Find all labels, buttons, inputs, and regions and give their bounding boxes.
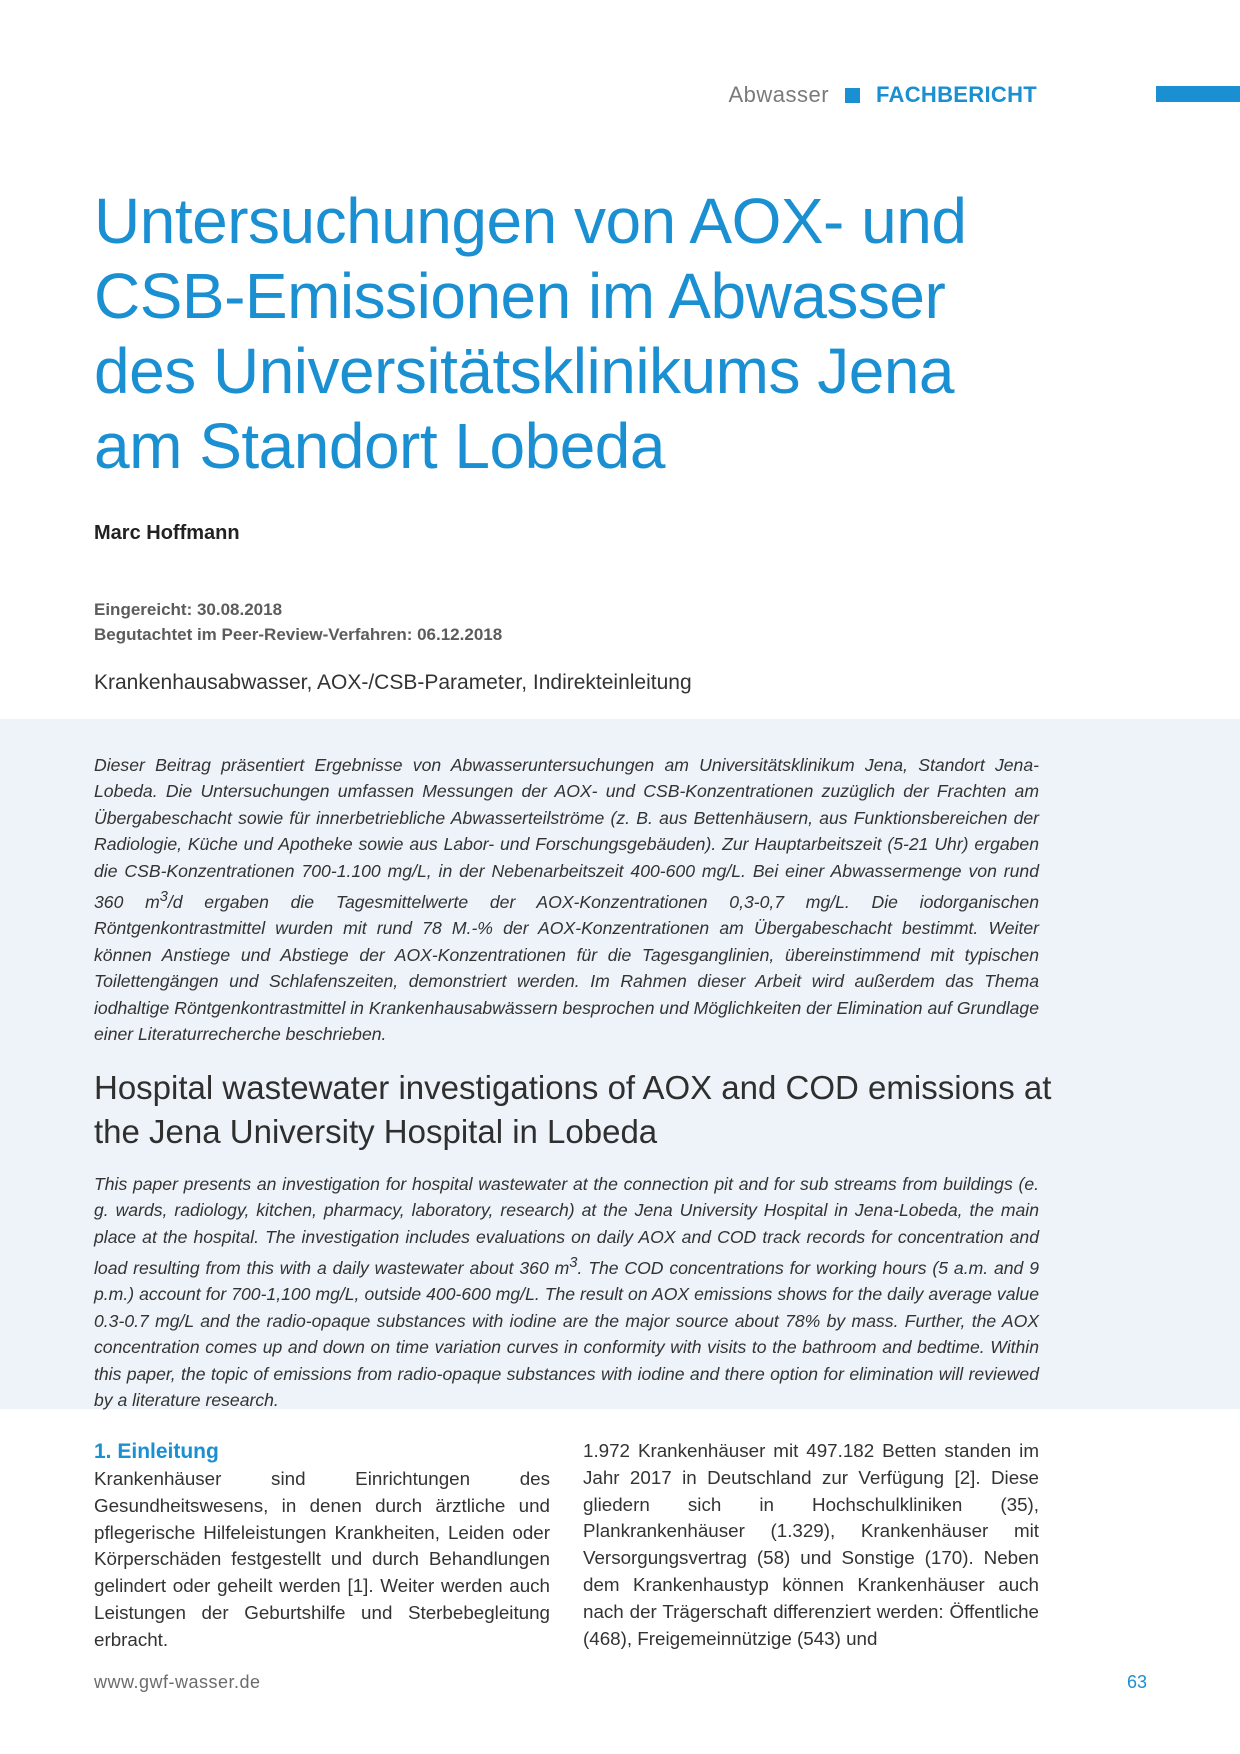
body-column-right: [583, 1438, 1039, 1652]
english-title: Hospital wastewater investigations of AOX and COD emissions at the Jena University Hospital in Lobeda: [94, 1069, 1052, 1150]
abstract-english-text: . The COD concentrations for working hours (5 a.m. and 9 p.m.) account for 700-1,100 mg/L, outside 400-600 mg/L. The result on AOX emissions shows for the daily average value 0.3-0.7 mg/L and the radio-opaque substances with iodine are the major source about 78% by mass. Further, the AOX concentration comes up and down on time variation curves in conformity with visits to the bathroom and bedtime. Within this paper, the topic of emissions from radio-opaque substances with iodine and there option for elimination will reviewed by a literature research.: [94, 1258, 1039, 1411]
section-heading: 1. Einleitung: [94, 1440, 219, 1463]
peer-review-date: Begutachtet im Peer-Review-Verfahren: 06.12.2018: [94, 625, 503, 644]
page-number: 63: [1126, 1672, 1147, 1692]
abstract-english: [94, 1171, 1039, 1414]
superscript: 3: [569, 1255, 578, 1272]
keywords: Krankenhausabwasser, AOX-/CSB-Parameter, Indirekteinleitung: [94, 671, 692, 694]
header-accent-bar: [1156, 86, 1240, 102]
title-line: des Universitätsklinikums Jena: [94, 335, 954, 407]
abstract-german: [94, 752, 1039, 1047]
body-paragraph: Krankenhäuser sind Einrichtungen des Gesundheitswesens, in denen durch ärztliche und pflegerische Hilfeleistungen Krankheiten, Leiden oder Körperschäden festgestellt und durch Behandlungen gelindert oder geheilt werden [1]. Weiter werden auch Leistungen der Geburtshilfe und Sterbebegleitung erbracht.: [94, 1468, 550, 1650]
title-line: Untersuchungen von AOX- und: [94, 185, 967, 257]
abstract-english-text: This paper presents an investigation for hospital wastewater at the connection pit and for sub streams from buildings (e. g. wards, radiology, kitchen, pharmacy, laboratory, research) at the Jena University Hospital in Jena-Lobeda, the main place at the hospital. The investigation includes evaluations on daily AOX and COD track records for concentration and load resulting from this with a daily wastewater about 360 m: [94, 1174, 1039, 1279]
body-paragraph: 1.972 Krankenhäuser mit 497.182 Betten standen im Jahr 2017 in Deutschland zur Verfügung [2]. Diese gliedern sich in Hochschulkliniken (35), Plankrankenhäuser (1.329), Krankenhäuser mit Versorgungsvertrag (58) und Sonstige (170). Neben dem Krankenhaustyp können Krankenhäuser auch nach der Trägerschaft differenziert werden: Öffentliche (468), Freigemeinnützige (543) und: [583, 1440, 1039, 1649]
author-name: Marc Hoffmann: [94, 522, 240, 544]
title-line: am Standort Lobeda: [94, 410, 665, 482]
section-label: Abwasser: [728, 82, 830, 107]
title-line: CSB-Emissionen im Abwasser: [94, 260, 946, 332]
review-dates: [94, 597, 502, 647]
body-column-left: [94, 1438, 550, 1654]
footer-url: www.gwf-wasser.de: [94, 1672, 261, 1692]
category-label: FACHBERICHT: [876, 82, 1037, 107]
running-header: [700, 80, 1037, 110]
article-title: [94, 184, 1094, 484]
abstract-german-text: /d ergaben die Tagesmittelwerte der AOX-Konzentrationen 0,3-0,7 mg/L. Die iodorganischen Röntgenkontrastmittel wurden mit rund 78 M.-% der AOX-Konzentrationen am Übergabeschacht bestimmt. Weiter können Anstiege und Abstiege der AOX-Konzentrationen für die Tagesganglinien, übereinstimmend mit typischen Toilettengängen und Schlafenszeiten, demonstriert werden. Im Rahmen dieser Arbeit wird außerdem das Thema iodhaltige Röntgenkontrastmittel in Krankenhausabwässern besprochen und Möglichkeiten der Elimination auf Grundlage einer Literaturrecherche beschrieben.: [94, 891, 1039, 1044]
submitted-date: Eingereicht: 30.08.2018: [94, 600, 283, 619]
header-square-icon: [845, 88, 860, 103]
abstract-german-text: Dieser Beitrag präsentiert Ergebnisse von Abwasseruntersuchungen am Universitätsklinikum Jena, Standort Jena-Lobeda. Die Untersuchungen umfassen Messungen der AOX- und CSB-Konzentrationen zuzüglich der Frachten am Übergabeschacht sowie für innerbetriebliche Abwasserteilströme (z. B. aus Bettenhäusern, aus Funktionsbereichen der Radiologie, Küche und Apotheke sowie aus Labor- und Forschungsgebäuden). Zur Hauptarbeitszeit (5-21 Uhr) ergaben die CSB-Konzentrationen 700-1.100 mg/L, in der Nebenarbeitszeit 400-600 mg/L. Bei einer Abwassermenge von rund 360 m: [94, 755, 1039, 912]
superscript: 3: [159, 889, 168, 906]
